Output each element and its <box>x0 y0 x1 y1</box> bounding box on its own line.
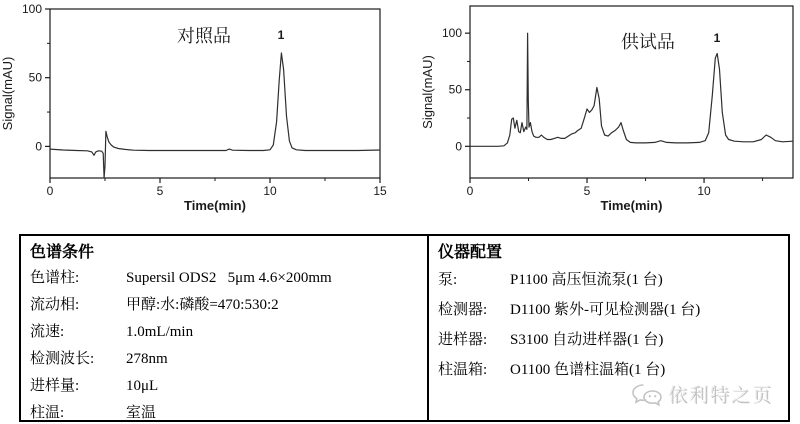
y-tick-label: 100 <box>441 26 462 41</box>
instrument-rows <box>438 265 778 385</box>
condition-row <box>30 265 417 292</box>
signal-curve <box>50 53 380 178</box>
condition-value: Supersil ODS2 5μm 4.6×200mm <box>126 270 332 286</box>
y-tick-label: 50 <box>28 70 42 85</box>
instrument-value: O1100 色谱柱温箱(1 台) <box>510 362 666 378</box>
conditions-rows <box>30 265 417 424</box>
condition-label: 流速: <box>30 324 65 340</box>
x-tick-label: 5 <box>583 184 591 198</box>
condition-row <box>30 292 417 319</box>
chromatogram-sample <box>400 0 800 228</box>
x-tick-label: 15 <box>373 184 387 198</box>
condition-value: 10μL <box>126 378 159 394</box>
instrument-row <box>438 295 778 325</box>
x-axis-title: Time(min) <box>600 198 663 213</box>
instrument-row <box>438 265 778 295</box>
y-axis-title: Signal(mAU) <box>420 55 435 129</box>
x-tick-label: 10 <box>697 184 711 198</box>
x-tick-label: 0 <box>46 184 54 198</box>
x-tick-label: 0 <box>466 184 474 198</box>
x-tick-label: 5 <box>156 184 164 198</box>
x-axis-title: Time(min) <box>184 198 246 213</box>
watermark <box>631 381 774 408</box>
instrument-label: 检测器: <box>438 302 488 318</box>
condition-label: 柱温: <box>30 405 65 421</box>
instrument-config-cell <box>427 236 788 420</box>
watermark-text: 依利特之页 <box>668 386 774 407</box>
condition-row <box>30 319 417 346</box>
instrument-value: P1100 高压恒流泵(1 台) <box>510 272 663 288</box>
condition-value: 甲醇:水:磷酸=470:530:2 <box>126 297 279 313</box>
conditions-header: 色谱条件 <box>30 244 95 261</box>
conditions-table <box>19 234 790 422</box>
condition-label: 进样量: <box>30 378 80 394</box>
chromatogram-reference <box>0 0 400 228</box>
chart-annotation: 对照品 <box>177 25 231 46</box>
condition-label: 检测波长: <box>30 351 95 367</box>
instrument-value: D1100 紫外-可见检测器(1 台) <box>510 302 701 318</box>
y-tick-label: 0 <box>35 139 42 154</box>
instrument-header: 仪器配置 <box>438 244 503 261</box>
y-axis-title: Signal(mAU) <box>0 56 15 131</box>
condition-value: 室温 <box>126 405 157 421</box>
chart-annotation: 1 <box>277 28 285 43</box>
instrument-label: 进样器: <box>438 332 488 348</box>
chat-bubbles-icon <box>631 383 663 407</box>
instrument-row <box>438 325 778 355</box>
y-tick-label: 0 <box>455 139 462 154</box>
condition-row <box>30 400 417 424</box>
chart-annotation: 1 <box>713 31 721 46</box>
condition-value: 1.0mL/min <box>126 324 194 340</box>
condition-row <box>30 346 417 373</box>
condition-value: 278nm <box>126 351 168 367</box>
y-tick-label: 50 <box>448 82 462 97</box>
instrument-value: S3100 自动进样器(1 台) <box>510 332 664 348</box>
condition-label: 色谱柱: <box>30 270 80 286</box>
instrument-label: 泵: <box>438 272 458 288</box>
condition-label: 流动相: <box>30 297 80 313</box>
x-tick-label: 10 <box>263 184 277 198</box>
condition-row <box>30 373 417 400</box>
chromatographic-conditions-cell <box>21 236 427 420</box>
y-tick-label: 100 <box>21 2 42 16</box>
chart-annotation: 供试品 <box>620 31 675 52</box>
instrument-label: 柱温箱: <box>438 362 488 378</box>
